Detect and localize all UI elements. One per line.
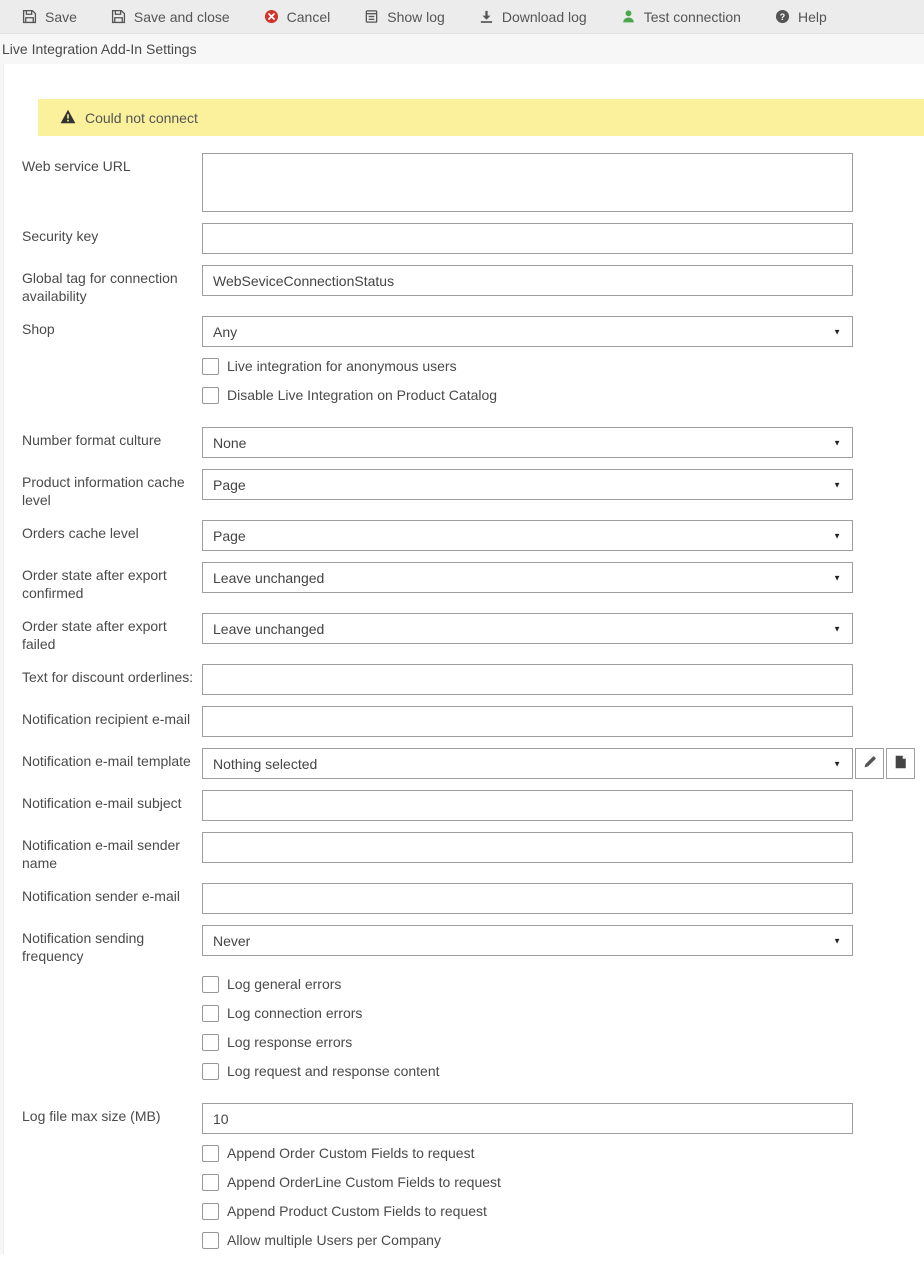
notification-e-mail-template-select[interactable]: [202, 748, 853, 779]
checkbox-row-log-general-errors: [202, 976, 440, 993]
form-field: [202, 1103, 853, 1134]
settings-form: [0, 153, 924, 1261]
form-row-product-information-cache-level: [0, 469, 924, 509]
form-field: [202, 832, 853, 863]
order-state-after-export-confirmed-select[interactable]: [202, 562, 853, 593]
notification-sending-frequency-select-wrap: [202, 925, 853, 956]
test-connection-button-label: Test connection: [643, 8, 741, 25]
save-icon: [22, 9, 37, 24]
order-state-after-export-failed-select[interactable]: [202, 613, 853, 644]
empty-label: [22, 976, 202, 980]
checkbox-group: [202, 358, 497, 416]
notification-sending-frequency-label: Notification sending frequency: [22, 930, 145, 964]
empty-label: [22, 1145, 202, 1149]
pencil-icon: [863, 755, 877, 772]
order-state-after-export-confirmed-label: Order state after export confirmed: [22, 567, 167, 601]
checkbox-allow-multiple-users-per-company[interactable]: [202, 1232, 219, 1249]
checkbox-live-integration-for-anonymous-users[interactable]: [202, 358, 219, 375]
order-state-after-export-failed-label: Order state after export failed: [22, 618, 167, 652]
number-format-culture-select[interactable]: [202, 427, 853, 458]
notification-e-mail-template-select-wrap: [202, 748, 853, 779]
web-service-url-label: Web service URL: [22, 158, 131, 174]
download-log-button-label: Download log: [501, 8, 587, 25]
form-row-checkbox-group-19: [0, 1145, 924, 1261]
form-row-orders-cache-level: [0, 520, 924, 551]
warning-icon: [60, 109, 76, 127]
product-information-cache-level-select[interactable]: [202, 469, 853, 500]
form-row-number-format-culture: [0, 427, 924, 458]
checkbox-group: [202, 976, 440, 1092]
security-key-input[interactable]: [202, 223, 853, 254]
form-row-notification-recipient-e-mail: [0, 706, 924, 737]
save-and-close-button-label: Save and close: [133, 8, 230, 25]
form-row-web-service-url: [0, 153, 924, 212]
form-row-log-file-max-size-mb: [0, 1103, 924, 1134]
save-button-label: Save: [45, 8, 77, 25]
form-field: [202, 223, 853, 254]
notification-e-mail-sender-name-label: Notification e-mail sender name: [22, 837, 180, 871]
checkbox-append-order-custom-fields-to-request[interactable]: [202, 1145, 219, 1162]
log-request-and-response-content-label: Log request and response content: [227, 1063, 440, 1079]
log-file-max-size-mb-input[interactable]: [202, 1103, 853, 1134]
svg-text:?: ?: [779, 11, 786, 22]
form-field: [202, 427, 853, 458]
form-field: [202, 883, 853, 914]
save-icon: [111, 9, 126, 24]
form-field: [202, 1145, 501, 1261]
checkbox-row-allow-multiple-users-per-company: [202, 1232, 501, 1249]
order-state-after-export-failed-select-wrap: [202, 613, 853, 644]
form-field: [202, 153, 853, 212]
chevron-down-icon: ▼: [833, 437, 841, 447]
form-field: [202, 358, 497, 416]
panel-edge-strip: [0, 64, 4, 1254]
form-field: [202, 925, 853, 956]
toolbar: [0, 0, 924, 33]
chevron-down-icon: ▼: [833, 530, 841, 540]
chevron-down-icon: ▼: [833, 326, 841, 336]
form-row-checkbox-group-4: [0, 358, 924, 416]
notification-e-mail-subject-input[interactable]: [202, 790, 853, 821]
number-format-culture-label: Number format culture: [22, 432, 162, 448]
notification-sending-frequency-select[interactable]: [202, 925, 853, 956]
append-orderline-custom-fields-to-request-label: Append OrderLine Custom Fields to request: [227, 1174, 501, 1190]
log-connection-errors-label: Log connection errors: [227, 1005, 363, 1021]
form-row-notification-e-mail-sender-name: [0, 832, 924, 872]
allow-multiple-users-per-company-label: Allow multiple Users per Company: [227, 1232, 441, 1248]
form-row-order-state-after-export-failed: [0, 613, 924, 653]
checkbox-row-log-connection-errors: [202, 1005, 440, 1022]
checkbox-append-orderline-custom-fields-to-request[interactable]: [202, 1174, 219, 1191]
checkbox-group: [202, 1145, 501, 1261]
form-field: [202, 316, 853, 347]
form-row-shop: [0, 316, 924, 347]
form-row-notification-e-mail-subject: [0, 790, 924, 821]
form-field: [202, 469, 853, 500]
form-row-notification-e-mail-template: [0, 748, 924, 779]
user-icon: [621, 9, 636, 24]
cancel-icon: [264, 9, 279, 24]
save-and-close-button[interactable]: [94, 0, 247, 33]
log-response-errors-label: Log response errors: [227, 1034, 353, 1050]
text-for-discount-orderlines-input[interactable]: [202, 664, 853, 695]
warning-banner-text: Could not connect: [85, 109, 198, 126]
orders-cache-level-select-wrap: [202, 520, 853, 551]
web-service-url-textarea[interactable]: [202, 153, 853, 212]
checkbox-log-request-and-response-content[interactable]: [202, 1063, 219, 1080]
new-template-button[interactable]: [886, 748, 915, 779]
orders-cache-level-select[interactable]: [202, 520, 853, 551]
log-file-max-size-mb-label: Log file max size (MB): [22, 1108, 161, 1124]
page-title: Live Integration Add-In Settings: [2, 41, 197, 57]
show-log-button-label: Show log: [387, 8, 445, 25]
form-row-checkbox-group-17: [0, 976, 924, 1092]
form-field: [202, 664, 853, 695]
notification-recipient-e-mail-label: Notification recipient e-mail: [22, 711, 191, 727]
notification-e-mail-subject-label: Notification e-mail subject: [22, 795, 182, 811]
shop-select-wrap: [202, 316, 853, 347]
download-log-button[interactable]: [462, 0, 604, 33]
form-field: [202, 562, 853, 593]
help-icon: [775, 9, 790, 24]
edit-template-button[interactable]: [855, 748, 884, 779]
chevron-down-icon: ▼: [833, 479, 841, 489]
form-row-order-state-after-export-confirmed: [0, 562, 924, 602]
test-connection-button[interactable]: [604, 0, 758, 33]
checkbox-disable-live-integration-on-product-catalog[interactable]: [202, 387, 219, 404]
form-field: [202, 748, 915, 779]
global-tag-for-connection-availability-input[interactable]: [202, 265, 853, 296]
number-format-culture-select-wrap: [202, 427, 853, 458]
checkbox-log-response-errors[interactable]: [202, 1034, 219, 1051]
append-order-custom-fields-to-request-label: Append Order Custom Fields to request: [227, 1145, 475, 1161]
disable-live-integration-on-product-catalog-label: Disable Live Integration on Product Catalog: [227, 387, 498, 403]
chevron-down-icon: ▼: [833, 572, 841, 582]
form-field: [202, 976, 440, 1092]
checkbox-row-disable-live-integration-on-product-catalog: [202, 387, 497, 404]
log-general-errors-label: Log general errors: [227, 976, 342, 992]
notification-e-mail-template-label: Notification e-mail template: [22, 753, 191, 769]
warning-banner: [38, 99, 924, 136]
product-information-cache-level-label: Product information cache level: [22, 474, 185, 508]
shop-label: Shop: [22, 321, 55, 337]
order-state-after-export-confirmed-select-wrap: [202, 562, 853, 593]
empty-label: [22, 358, 202, 362]
form-field: [202, 706, 853, 737]
help-button[interactable]: [758, 0, 844, 33]
settings-form-panel: [0, 64, 924, 1261]
text-for-discount-orderlines-label: Text for discount orderlines:: [22, 669, 194, 685]
security-key-label: Security key: [22, 228, 99, 244]
form-field: [202, 613, 853, 644]
save-button[interactable]: [22, 0, 94, 33]
chevron-down-icon: ▼: [833, 935, 841, 945]
live-integration-for-anonymous-users-label: Live integration for anonymous users: [227, 358, 457, 374]
product-information-cache-level-select-wrap: [202, 469, 853, 500]
shop-select[interactable]: [202, 316, 853, 347]
form-row-text-for-discount-orderlines: [0, 664, 924, 695]
cancel-button[interactable]: [247, 0, 348, 33]
download-icon: [479, 9, 494, 24]
chevron-down-icon: ▼: [833, 758, 841, 768]
notification-e-mail-sender-name-input[interactable]: [202, 832, 853, 863]
help-button-label: Help: [797, 8, 827, 25]
show-log-button[interactable]: [347, 0, 462, 33]
checkbox-row-append-product-custom-fields-to-request: [202, 1203, 501, 1220]
form-field: [202, 520, 853, 551]
notification-recipient-e-mail-input[interactable]: [202, 706, 853, 737]
checkbox-log-general-errors[interactable]: [202, 976, 219, 993]
append-product-custom-fields-to-request-label: Append Product Custom Fields to request: [227, 1203, 487, 1219]
chevron-down-icon: ▼: [833, 623, 841, 633]
global-tag-for-connection-availability-label: Global tag for connection availability: [22, 270, 178, 304]
log-icon: [364, 9, 379, 24]
checkbox-row-log-response-errors: [202, 1034, 440, 1051]
form-row-global-tag-for-connection-availability: [0, 265, 924, 305]
form-row-notification-sender-e-mail: [0, 883, 924, 914]
checkbox-row-log-request-and-response-content: [202, 1063, 440, 1080]
checkbox-row-append-order-custom-fields-to-request: [202, 1145, 501, 1162]
checkbox-log-connection-errors[interactable]: [202, 1005, 219, 1022]
form-field: [202, 790, 853, 821]
form-field: [202, 265, 853, 296]
checkbox-row-live-integration-for-anonymous-users: [202, 358, 497, 375]
form-row-security-key: [0, 223, 924, 254]
notification-sender-e-mail-input[interactable]: [202, 883, 853, 914]
orders-cache-level-label: Orders cache level: [22, 525, 139, 541]
cancel-button-label: Cancel: [286, 8, 331, 25]
checkbox-append-product-custom-fields-to-request[interactable]: [202, 1203, 219, 1220]
page-title-bar: [0, 33, 924, 64]
notification-sender-e-mail-label: Notification sender e-mail: [22, 888, 180, 904]
checkbox-row-append-orderline-custom-fields-to-request: [202, 1174, 501, 1191]
file-icon: [894, 755, 907, 772]
form-row-notification-sending-frequency: [0, 925, 924, 965]
